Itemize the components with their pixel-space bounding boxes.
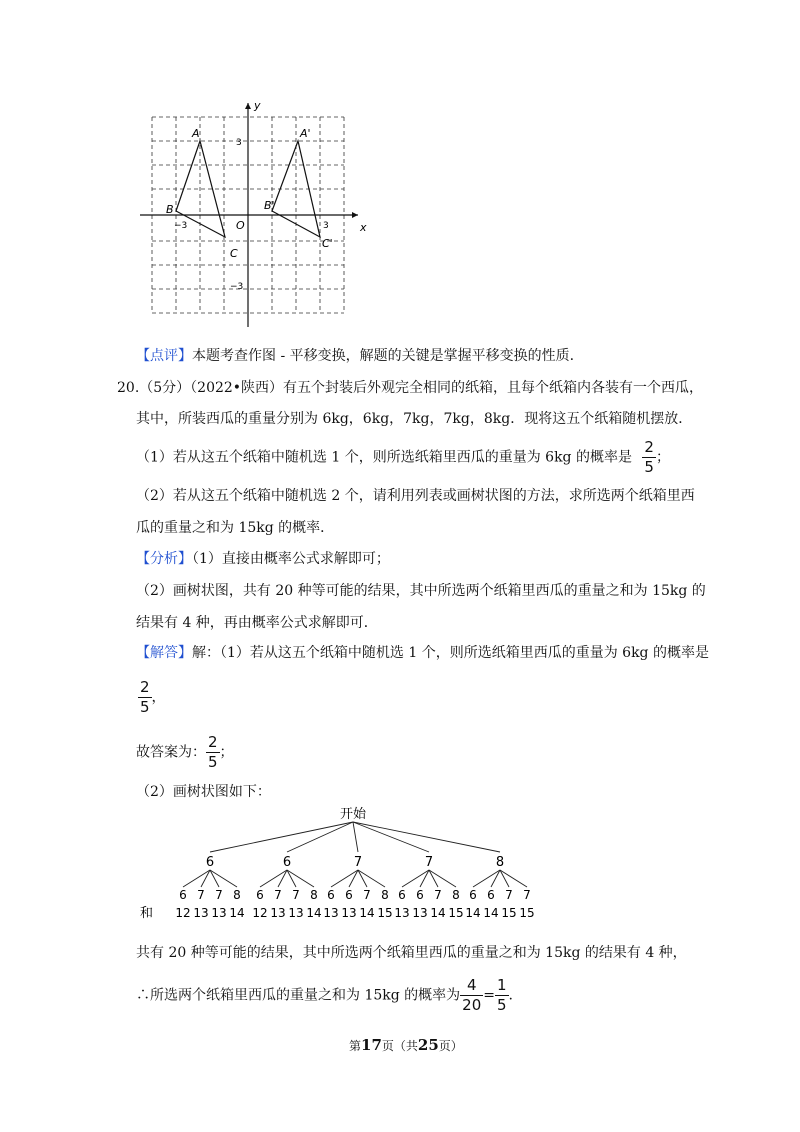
question-1-fraction (642, 440, 656, 475)
tree-branch-value: 8 (495, 855, 505, 870)
tree-sum-value: 13 (323, 906, 339, 920)
tree-leaf-value: 7 (215, 888, 223, 902)
tick-x-neg3: −3 (174, 221, 188, 231)
tree-edge (353, 822, 500, 852)
question-1-end: ； (655, 449, 670, 466)
answer-text-2: 故答案为： (136, 744, 206, 761)
tree-sum-value: 14 (465, 906, 481, 920)
point-a1-label: A' (300, 127, 311, 140)
tree-sum-value: 13 (394, 906, 410, 920)
question-2-line-2: 瓜的重量之和为 15kg 的概率． (136, 520, 335, 536)
tree-leaf-value: 8 (233, 888, 241, 902)
tree-diagram (130, 800, 560, 925)
tree-sum-value: 12 (175, 906, 191, 920)
tree-edge (210, 822, 353, 852)
tree-sum-value: 13 (211, 906, 227, 920)
tree-branch-value: 6 (282, 855, 292, 870)
tree-leaf-value: 6 (179, 888, 187, 902)
tree-edge (353, 822, 358, 852)
coordinate-graph (130, 95, 390, 335)
analysis-text-1: （1）直接由概率公式求解即可； (192, 551, 390, 567)
question-1-num: 2 (644, 438, 654, 456)
tree-sum-value: 14 (483, 906, 499, 920)
answer-line-4: 共有 20 种等可能的结果，其中所选两个纸箱里西瓜的重量之和为 15kg 的结果有 4 种， (136, 945, 687, 961)
tree-sum-value: 15 (519, 906, 535, 920)
tree-leaf-value: 7 (292, 888, 300, 902)
answer-f2-den: 5 (208, 753, 218, 771)
footer-pre: 第 (349, 1039, 362, 1053)
point-a-label: A (192, 127, 200, 140)
point-b-label: B (166, 203, 174, 216)
tree-leaf-value: 7 (434, 888, 442, 902)
tree-leaf-value: 7 (363, 888, 371, 902)
origin-label: O (236, 219, 245, 232)
x-arrow (352, 212, 358, 218)
answer-equals: = (483, 987, 495, 1004)
tree-root: 开始 (339, 807, 367, 822)
answer-tag: 【解答】 (136, 645, 192, 661)
tree-leaf-value: 6 (256, 888, 264, 902)
analysis-line-3: 结果有 4 种，再由概率公式求解即可． (136, 615, 378, 631)
footer-page-number: 17 (361, 1036, 382, 1054)
answer-f1-end: ， (151, 689, 166, 706)
tree-leaf-value: 7 (505, 888, 513, 902)
tree-leaf-value: 6 (327, 888, 335, 902)
point-b1-label: B' (264, 199, 275, 212)
answer-f3-den: 20 (462, 996, 482, 1014)
problem-line-1: 20.（5分）（2022•陕西）有五个封装后外观完全相同的纸箱，且每个纸箱内各装有一个西瓜， (117, 380, 704, 396)
tree-leaf-value: 7 (274, 888, 282, 902)
answer-f3-num: 4 (460, 978, 483, 996)
tree-sum-value: 15 (448, 906, 464, 920)
tree-leaf-value: 6 (398, 888, 406, 902)
tree-edge (353, 822, 429, 852)
tree-sum-value: 15 (501, 906, 517, 920)
tree-sum-value: 14 (229, 906, 245, 920)
tree-leaf-value: 6 (487, 888, 495, 902)
page-footer (349, 1036, 463, 1054)
question-2-line-1: （2）若从这五个纸箱中随机选 2 个，请利用列表或画树状图的方法，求所选两个纸箱里西 (136, 488, 695, 504)
point-c-label: C (230, 247, 238, 260)
tree-sum-value: 12 (252, 906, 268, 920)
answer-f2-end: ； (219, 744, 234, 761)
tree-sum-value: 14 (430, 906, 446, 920)
point-c1-label: C' (322, 237, 333, 250)
analysis-line-1 (136, 548, 390, 568)
comment-line (136, 345, 574, 365)
tree-sum-label: 和 (140, 906, 154, 921)
tree-leaf-value: 7 (523, 888, 531, 902)
answer-fraction-3 (460, 978, 483, 1013)
footer-mid: 页（共 (381, 1039, 418, 1053)
answer-f4-num: 1 (497, 976, 507, 994)
tree-leaf-value: 6 (469, 888, 477, 902)
tree-leaf-value: 6 (345, 888, 353, 902)
tree-leaf-value: 7 (197, 888, 205, 902)
x-axis-label: x (360, 221, 367, 234)
tree-leaf-value: 8 (310, 888, 318, 902)
answer-line-1 (136, 642, 709, 662)
footer-post: 页） (438, 1039, 463, 1053)
tree-edge (287, 822, 353, 852)
tree-sum-value: 14 (359, 906, 375, 920)
tree-sum-value: 13 (270, 906, 286, 920)
answer-fraction-2 (206, 735, 220, 770)
tree-leaf-value: 8 (381, 888, 389, 902)
answer-text-1: 解：（1）若从这五个纸箱中随机选 1 个，则所选纸箱里西瓜的重量为 6kg 的概率是 (192, 645, 709, 661)
answer-fraction-4 (495, 978, 509, 1013)
question-1-text: （1）若从这五个纸箱中随机选 1 个，则所选纸箱里西瓜的重量为 6kg 的概率是 (136, 449, 637, 466)
tree-leaf-value: 6 (416, 888, 424, 902)
tree-branch-value: 7 (424, 855, 434, 870)
y-axis-label: y (254, 99, 261, 112)
answer-line-2 (136, 735, 234, 770)
answer-f2-num: 2 (208, 733, 218, 751)
tick-x-3: 3 (323, 221, 329, 231)
tree-sum-value: 15 (377, 906, 393, 920)
answer-line-3: （2）画树状图如下： (136, 784, 271, 800)
tree-branch-value: 7 (353, 855, 363, 870)
answer-fraction-1-value (138, 680, 152, 715)
answer-f1-num: 2 (140, 678, 150, 696)
tree-sum-value: 13 (288, 906, 304, 920)
question-1 (136, 440, 670, 475)
answer-text-5: ∴所选两个纸箱里西瓜的重量之和为 15kg 的概率为 (136, 987, 461, 1004)
comment-tag: 【点评】 (136, 348, 192, 364)
y-arrow (245, 103, 251, 109)
answer-fraction-1 (138, 680, 166, 715)
tree-sum-value: 13 (412, 906, 428, 920)
answer-f1-den: 5 (140, 698, 150, 716)
tree-sum-value: 13 (341, 906, 357, 920)
answer-line-5 (136, 978, 513, 1013)
answer-f4-end: . (508, 987, 513, 1004)
comment-text: 本题考查作图 - 平移变换，解题的关键是掌握平移变换的性质. (192, 348, 575, 364)
tick-y-neg3: −3 (230, 282, 244, 292)
answer-f4-den: 5 (497, 996, 507, 1014)
tick-y-3: 3 (236, 138, 242, 148)
tree-sum-value: 13 (193, 906, 209, 920)
tree-branch-value: 6 (205, 855, 215, 870)
tree-sum-value: 14 (306, 906, 322, 920)
problem-line-2: 其中，所装西瓜的重量分别为 6kg，6kg，7kg，7kg，8kg．现将这五个纸箱随机摆放． (136, 411, 693, 427)
analysis-tag: 【分析】 (136, 551, 192, 567)
question-1-den: 5 (644, 458, 654, 476)
footer-total-pages: 25 (417, 1036, 439, 1054)
analysis-line-2: （2）画树状图，共有 20 种等可能的结果，其中所选两个纸箱里西瓜的重量之和为 15kg 的 (136, 583, 706, 599)
tree-leaf-value: 8 (452, 888, 460, 902)
